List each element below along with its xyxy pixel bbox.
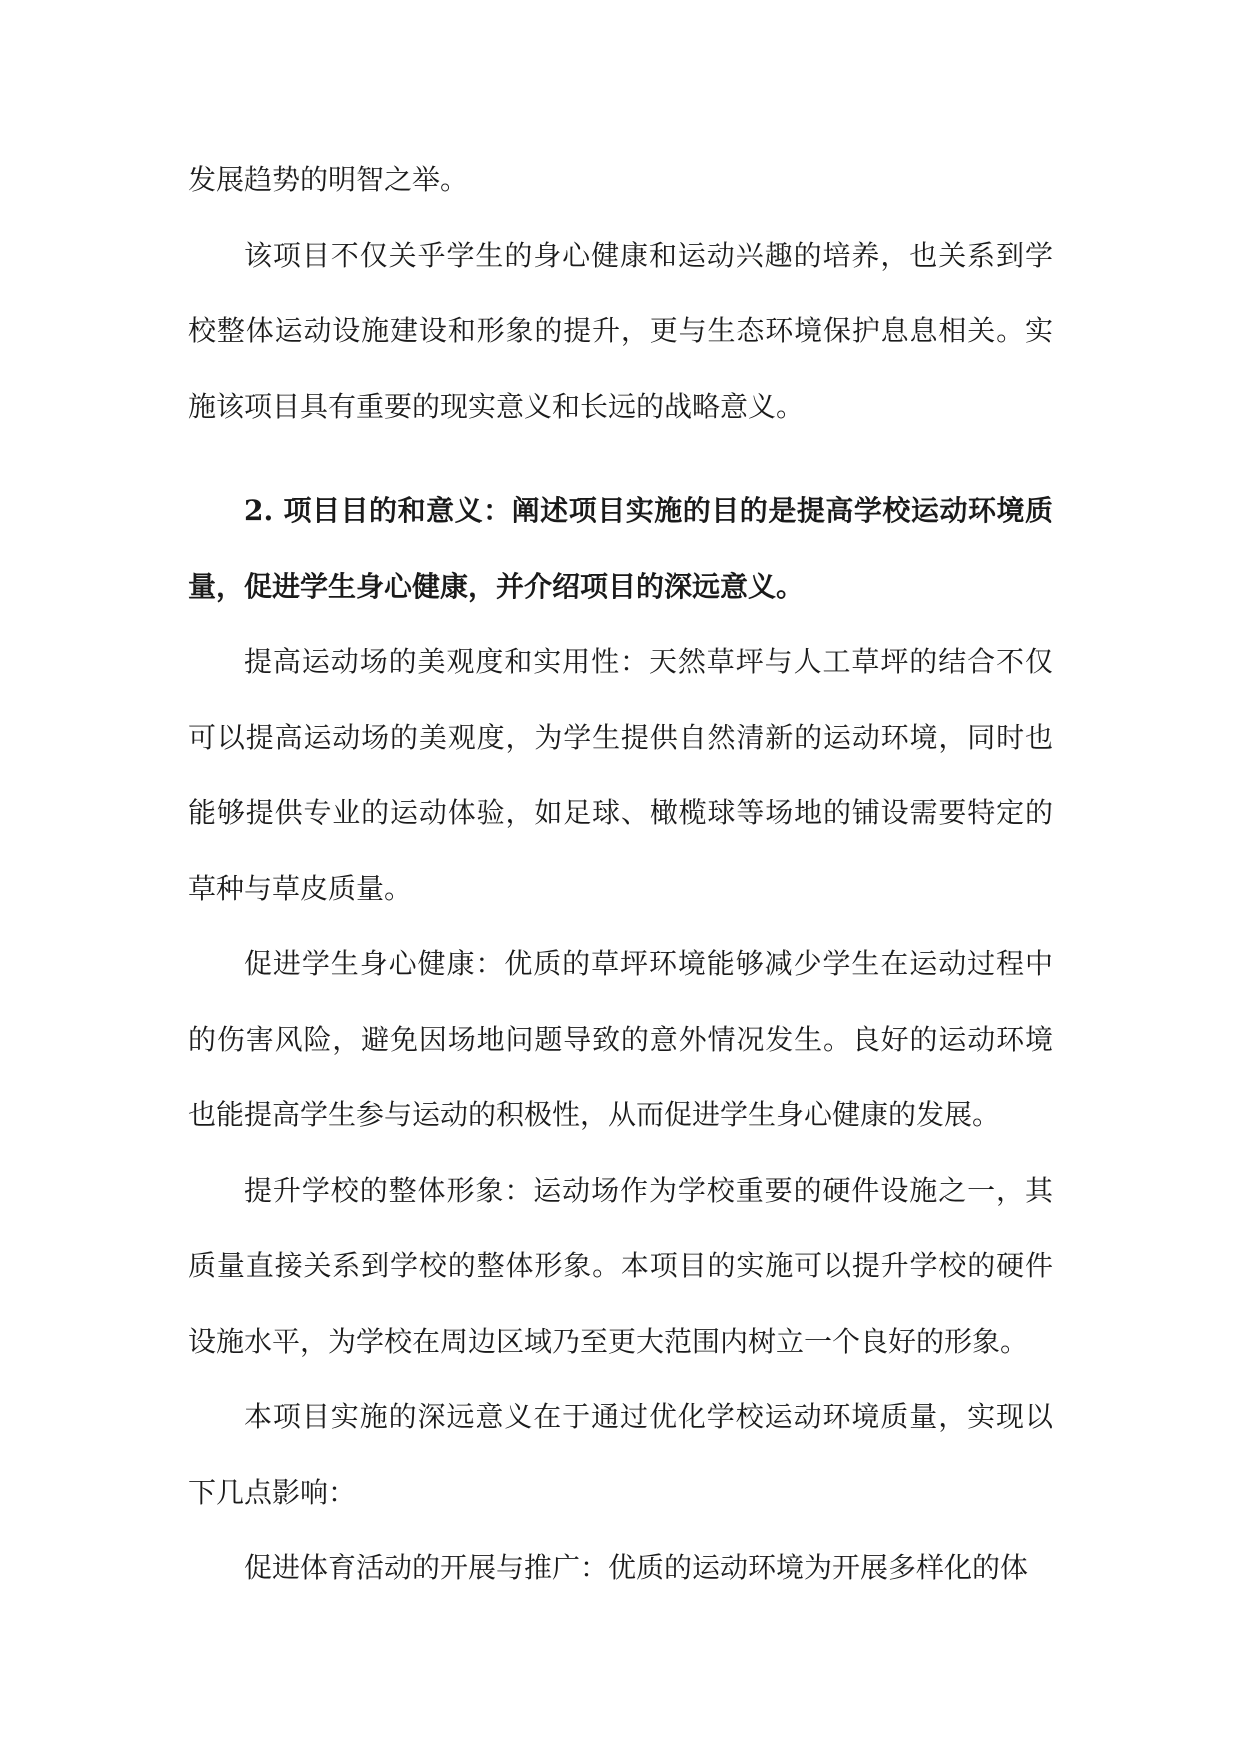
paragraph-student-health: 促进学生身心健康：优质的草坪环境能够减少学生在运动过程中的伤害风险，避免因场地问题导致的意外情况发生。良好的运动环境也能提高学生参与运动的积极性，从而促进学生身心健康的发展。	[188, 947, 1053, 1131]
paragraph-sports-promotion: 促进体育活动的开展与推广：优质的运动环境为开展多样化的体	[244, 1551, 1029, 1584]
section-heading-purpose: 2. 项目目的和意义：阐述项目实施的目的是提高学校运动环境质量，促进学生身心健康，并介绍项目的深远意义。	[188, 494, 1053, 603]
document-body	[188, 142, 1053, 1606]
paragraph-field-aesthetics: 提高运动场的美观度和实用性：天然草坪与人工草坪的结合不仅可以提高运动场的美观度，为学生提供自然清新的运动环境，同时也能够提供专业的运动体验，如足球、橄榄球等场地的铺设需要特定的草种与草皮质量。	[188, 645, 1053, 905]
paragraph-school-image: 提升学校的整体形象：运动场作为学校重要的硬件设施之一，其质量直接关系到学校的整体形象。本项目的实施可以提升学校的硬件设施水平，为学校在周边区域乃至更大范围内树立一个良好的形象。	[188, 1173, 1053, 1358]
paragraph-long-term-impact: 本项目实施的深远意义在于通过优化学校运动环境质量，实现以下几点影响：	[188, 1400, 1053, 1509]
paragraph-project-relevance: 该项目不仅关乎学生的身心健康和运动兴趣的培养，也关系到学校整体运动设施建设和形象的提升，更与生态环境保护息息相关。实施该项目具有重要的现实意义和长远的战略意义。	[188, 238, 1053, 423]
paragraph-continuation: 发展趋势的明智之举。	[188, 163, 469, 196]
